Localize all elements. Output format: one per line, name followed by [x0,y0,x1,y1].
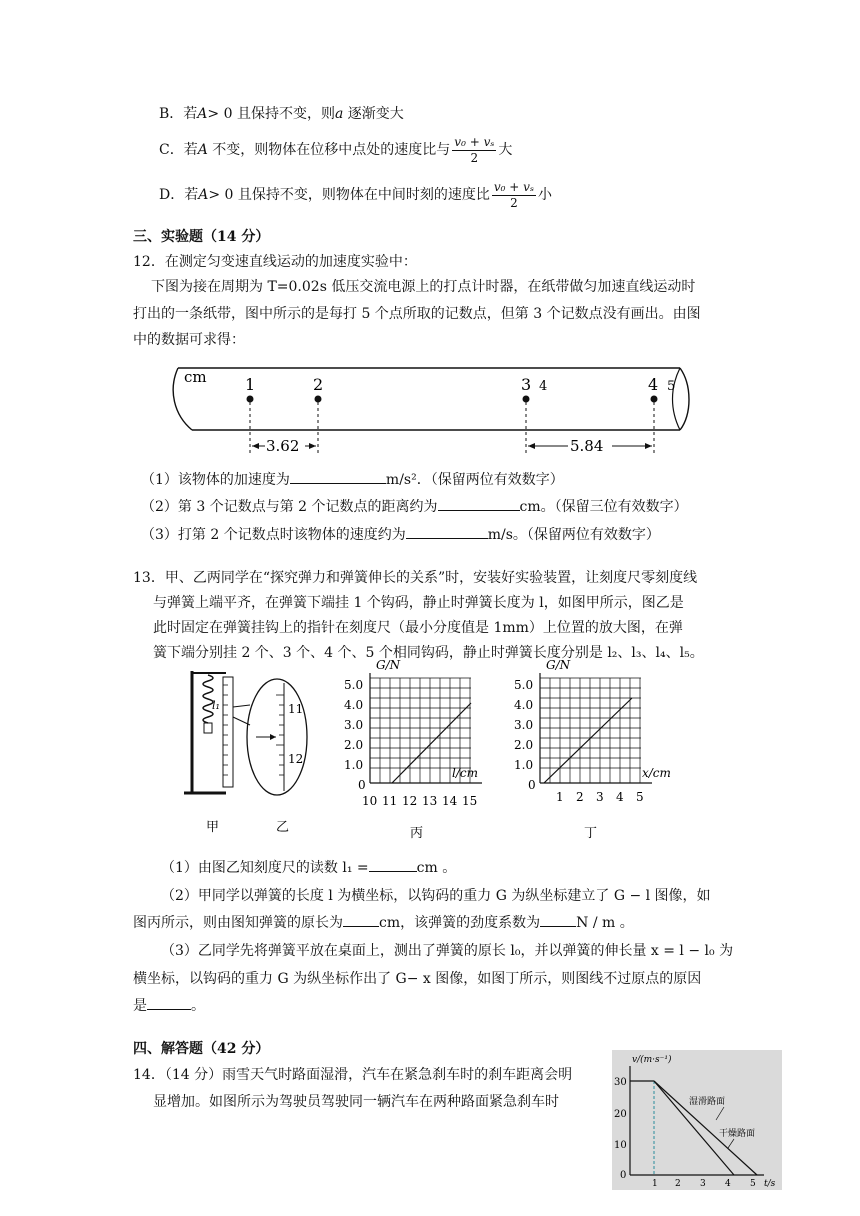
svg-text:2.0: 2.0 [514,738,534,752]
svg-text:2.0: 2.0 [344,738,364,752]
svg-text:20: 20 [614,1109,627,1120]
svg-text:x/cm: x/cm [642,766,671,780]
svg-text:0: 0 [620,1170,627,1181]
svg-text:3: 3 [700,1179,706,1189]
tape-unit: cm [184,368,207,386]
svg-text:14: 14 [442,794,458,808]
distance-label: 3.62 [266,437,300,455]
sub-question-1: （1）由图乙知刻度尺的读数 l₁ = cm 。 [161,857,456,878]
question-text: 13．甲、乙两同学在“探究弹力和弹簧伸长的关系”时，安装好实验装置，让刻度尺零刻度线 [133,570,698,586]
velocity-time-chart [612,1050,782,1190]
svg-text:4: 4 [616,790,624,804]
distance-label: 5.84 [570,437,604,455]
svg-text:0: 0 [358,778,366,792]
sub-question-2-cont: 图丙所示，则由图知弹簧的原长为 cm，该弹簧的劲度系数为 N / m 。 [133,912,634,933]
point-label: 3 [521,375,532,394]
length-label: l₁ [212,699,220,712]
svg-text:0: 0 [528,778,536,792]
chart-bing [340,655,490,845]
section-title: 四、解答题（42 分） [133,1041,270,1057]
svg-text:1: 1 [652,1179,658,1189]
chart-ding [510,655,680,845]
point-label: 1 [245,375,256,394]
svg-text:1: 1 [556,790,564,804]
svg-text:5.0: 5.0 [344,678,364,692]
svg-text:5.0: 5.0 [514,678,534,692]
point-label: 4 [539,379,548,394]
sub-question-1: （1）该物体的加速度为 m/s²．（保留两位有效数字） [141,469,564,490]
svg-text:11: 11 [382,794,398,808]
count-point-4 [651,396,658,403]
svg-text:湿滑路面: 湿滑路面 [689,1097,726,1107]
svg-text:G/N: G/N [546,658,571,672]
svg-text:1.0: 1.0 [514,758,534,772]
option-b: B．若A> 0 且保持不变，则a 逐渐变大 [159,106,404,122]
sub-question-2: （2）第 3 个记数点与第 2 个记数点的距离约为 cm。（保留三位有效数字） [141,496,688,517]
sub-question-3-cont: 横坐标，以钩码的重力 G 为纵坐标作出了 G− x 图像，如图丁所示，则图线不过原点的原因 [133,971,702,987]
question-text: 中的数据可求得： [133,332,245,348]
figure-label: 乙 [276,820,290,835]
svg-text:G/N: G/N [376,658,401,672]
svg-text:2: 2 [675,1179,681,1189]
option-c: C．若A 不变，则物体在位移中点处的速度比与 $\frac{\text{v₀ + vₛ}}{2}$ 大 [159,134,513,165]
count-point-2 [315,396,322,403]
sub-question-3-cont: 是 。 [133,995,205,1016]
sub-question-3: （3）打第 2 个记数点时该物体的速度约为 m/s。（保留两位有效数字） [141,524,660,545]
answer-blank[interactable] [438,496,520,511]
svg-text:3.0: 3.0 [344,718,364,732]
point-label: 4 [648,375,659,394]
svg-text:3: 3 [596,790,604,804]
answer-blank[interactable] [369,857,417,872]
spring-apparatus-figure [180,665,320,845]
point-label: 5 [667,379,676,394]
svg-text:1.0: 1.0 [344,758,364,772]
svg-text:12: 12 [402,794,418,808]
question-text: 簧下端分别挂 2 个、3 个、4 个、5 个相同钩码，静止时弹簧长度分别是 l₂、l₃、l₄、l₅。 [153,645,704,661]
question-text: 打出的一条纸带，图中所示的是每打 5 个点所取的记数点，但第 3 个记数点没有画出。由图 [133,306,701,322]
svg-text:3.0: 3.0 [514,718,534,732]
question-stem: 12．在测定匀变速直线运动的加速度实验中： [133,254,417,270]
svg-text:15: 15 [462,794,478,808]
svg-text:13: 13 [422,794,438,808]
question-text: 此时固定在弹簧挂钩上的指针在刻度尺（最小分度值是 1mm）上位置的放大图，在弹 [153,620,683,636]
svg-text:4: 4 [725,1179,731,1189]
svg-text:5: 5 [750,1179,756,1189]
svg-text:4.0: 4.0 [514,698,534,712]
section-title: 三、实验题（14 分） [133,229,270,245]
answer-blank[interactable] [147,995,191,1010]
svg-text:t/s: t/s [764,1179,776,1189]
answer-blank[interactable] [343,912,379,927]
ruler-mark: 11 [288,702,304,716]
count-point-1 [247,396,254,403]
figure-label: 丙 [410,826,424,841]
svg-text:l/cm: l/cm [452,766,478,780]
fraction: $\frac{\text{v₀ + vₛ}}{2}$ [454,134,495,165]
figure-label: 丁 [584,826,598,841]
svg-text:5: 5 [636,790,644,804]
svg-text:10: 10 [362,794,378,808]
option-d: D．若A> 0 且保持不变，则物体在中间时刻的速度比 $\frac{\text{v₀ + vₛ}}{2}$ 小 [159,179,553,210]
paper-tape-figure [170,360,700,460]
figure-label: 甲 [206,820,220,835]
sub-question-3: （3）乙同学先将弹簧平放在桌面上，测出了弹簧的原长 l₀，并以弹簧的伸长量 x = l − l₀ 为 [161,943,734,959]
sub-question-2: （2）甲同学以弹簧的长度 l 为横坐标，以钩码的重力 G 为纵坐标建立了 G − l 图像，如 [161,888,711,904]
ruler-mark: 12 [288,752,304,766]
question-text: 与弹簧上端平齐，在弹簧下端挂 1 个钩码，静止时弹簧长度为 l，如图甲所示，图乙是 [153,595,684,611]
fraction: $\frac{\text{v₀ + vₛ}}{2}$ [493,179,535,210]
question-text: 14．（14 分）雨雪天气时路面湿滑，汽车在紧急刹车时的刹车距离会明 [133,1067,573,1083]
question-text: 下图为接在周期为 T=0.02s 低压交流电源上的打点计时器，在纸带做匀加速直线运动时 [151,279,696,295]
question-text: 显增加。如图所示为驾驶员驾驶同一辆汽车在两种路面紧急刹车时 [153,1094,559,1110]
answer-blank[interactable] [540,912,576,927]
svg-text:干燥路面: 干燥路面 [719,1129,756,1139]
svg-text:v/(m·s⁻¹): v/(m·s⁻¹) [632,1055,672,1065]
answer-blank[interactable] [290,469,386,484]
point-label: 2 [313,375,324,394]
svg-text:4.0: 4.0 [344,698,364,712]
svg-text:30: 30 [614,1077,627,1088]
svg-text:10: 10 [614,1140,627,1151]
count-point-3 [523,396,530,403]
svg-text:2: 2 [576,790,584,804]
answer-blank[interactable] [406,524,488,539]
